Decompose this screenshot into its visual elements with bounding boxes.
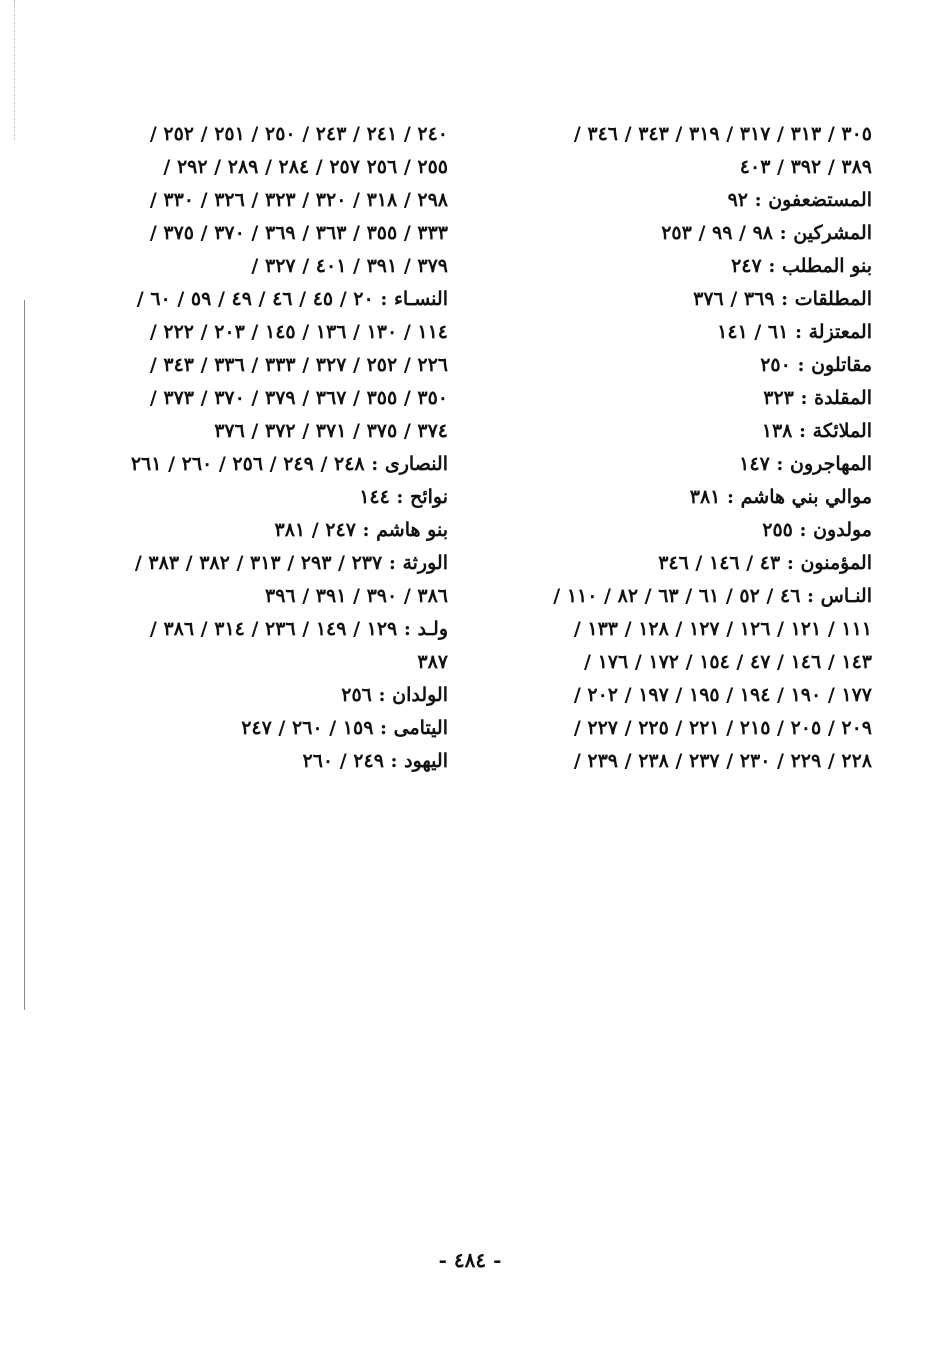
index-entry-line: اليتامى : ١٥٩ / ٢٦٠ / ٢٤٧ [241, 717, 448, 739]
index-entry-line: المقلدة : ٣٢٣ [763, 387, 872, 409]
index-entry-line: ١١٤ / ١٣٠ / ١٣٦ / ١٤٥ / ٢٠٣ / ٢٢٢ / [149, 321, 448, 343]
index-entry-line: بنو المطلب : ٢٤٧ [731, 255, 872, 277]
index-entry-line: موالي بني هاشم : ٣٨١ [689, 486, 872, 508]
index-column-right [490, 118, 872, 778]
index-entry-line: ٣٧٩ / ٣٩١ / ٤٠١ / ٣٢٧ / [251, 255, 448, 277]
index-entry-line: ٣٣٣ / ٣٥٥ / ٣٦٣ / ٣٦٩ / ٣٧٠ / ٣٧٥ / [149, 222, 448, 244]
index-entry-line: ٢٢٦ / ٢٥٢ / ٣٢٧ / ٣٣٣ / ٣٣٦ / ٣٤٣ / [149, 354, 448, 376]
index-entry-line: المستضعفون : ٩٢ [727, 189, 872, 211]
index-entry-line: ٢٢٨ / ٢٢٩ / ٢٣٠ / ٢٣٧ / ٢٣٨ / ٢٣٩ / [573, 750, 872, 772]
page-number: - ٤٨٤ - [438, 1248, 502, 1272]
index-entry-line: ٢٥٥ / ٢٥٦ ٢٥٧ / ٢٨٤ / ٢٨٩ / ٢٩٢ / [163, 156, 448, 178]
index-entry-line: ولـد : ١٢٩ / ١٤٩ / ٢٣٦ / ٣١٤ / ٣٨٦ / [149, 618, 448, 640]
index-entry-line: ١٤٣ / ١٤٦ / ٤٧ / ١٥٤ / ١٧٢ / ١٧٦ / [584, 651, 872, 673]
index-entry-line: ٢٠٩ / ٢٠٥ / ٢١٥ / ٢٢١ / ٢٢٥ / ٢٢٧ / [573, 717, 872, 739]
index-entry-line: نوائح : ١٤٤ [359, 486, 448, 508]
index-entry-line: ٣٥٠ / ٣٥٥ / ٣٦٧ / ٣٧٩ / ٣٧٠ / ٣٧٣ / [149, 387, 448, 409]
index-entry-line: مقاتلون : ٢٥٠ [760, 354, 872, 376]
index-entry-line: ١٧٧ / ١٩٠ / ١٩٤ / ١٩٥ / ١٩٧ / ٢٠٢ / [573, 684, 872, 706]
index-entry-line: المطلقات : ٣٦٩ / ٣٧٦ [693, 288, 872, 310]
index-entry-line: المعتزلة : ٦١ / ١٤١ [717, 321, 872, 343]
index-entry-line: المهاجرون : ١٤٧ [739, 453, 872, 475]
index-entry-line: النسـاء : ٢٠ / ٤٥ / ٤٦ / ٤٩ / ٥٩ / ٦٠ / [136, 288, 448, 310]
scan-margin-mark [14, 0, 15, 140]
index-entry-line: ٢٤٠ / ٢٤١ / ٢٤٣ / ٢٥٠ / ٢٥١ / ٢٥٢ / [149, 123, 448, 145]
index-entry-line: المؤمنون : ٤٣ / ١٤٦ / ٣٤٦ [658, 552, 872, 574]
index-entry-line: الولدان : ٢٥٦ [341, 684, 448, 706]
index-entry-line: بنو هاشم : ٢٤٧ / ٣٨١ [274, 519, 448, 541]
index-entry-line: ١١١ / ١٢١ / ١٢٦ / ١٢٧ / ١٢٨ / ١٣٣ / [573, 618, 872, 640]
index-entry-line: ٣٨٧ [417, 651, 448, 673]
index-entry-line: مولدون : ٢٥٥ [762, 519, 872, 541]
index-entry-line: ٢٩٨ / ٣١٨ / ٣٢٠ / ٣٢٣ / ٣٢٦ / ٣٣٠ / [149, 189, 448, 211]
index-entry-line: النصارى : ٢٤٨ / ٢٤٩ / ٢٥٦ / ٢٦٠ / ٢٦١ [130, 453, 448, 475]
index-entry-line: ٣٧٤ / ٣٧٥ / ٣٧١ / ٣٧٢ / ٣٧٦ [214, 420, 448, 442]
index-entry-line: الملائكة : ١٣٨ [761, 420, 872, 442]
index-entry-line: المشركين : ٩٨ / ٩٩ / ٢٥٣ [661, 222, 872, 244]
index-entry-line: ٣٠٥ / ٣١٣ / ٣١٧ / ٣١٩ / ٣٤٣ / ٣٤٦ / [573, 123, 872, 145]
index-column-left [72, 118, 448, 778]
scan-edge-line [24, 300, 25, 1010]
index-entry-line: ٣٨٦ / ٣٩٠ / ٣٩١ / ٣٩٦ [264, 585, 448, 607]
index-entry-line: النـاس : ٤٦ / ٥٢ / ٦١ / ٦٣ / ٨٢ / ١١٠ / [553, 585, 872, 607]
index-entry-line: ٣٨٩ / ٣٩٢ / ٤٠٣ [739, 156, 872, 178]
index-entry-line: اليهود : ٢٤٩ / ٢٦٠ [302, 750, 448, 772]
index-entry-line: الورثة : ٢٣٧ / ٢٩٣ / ٣١٣ / ٣٨٢ / ٣٨٣ / [134, 552, 448, 574]
